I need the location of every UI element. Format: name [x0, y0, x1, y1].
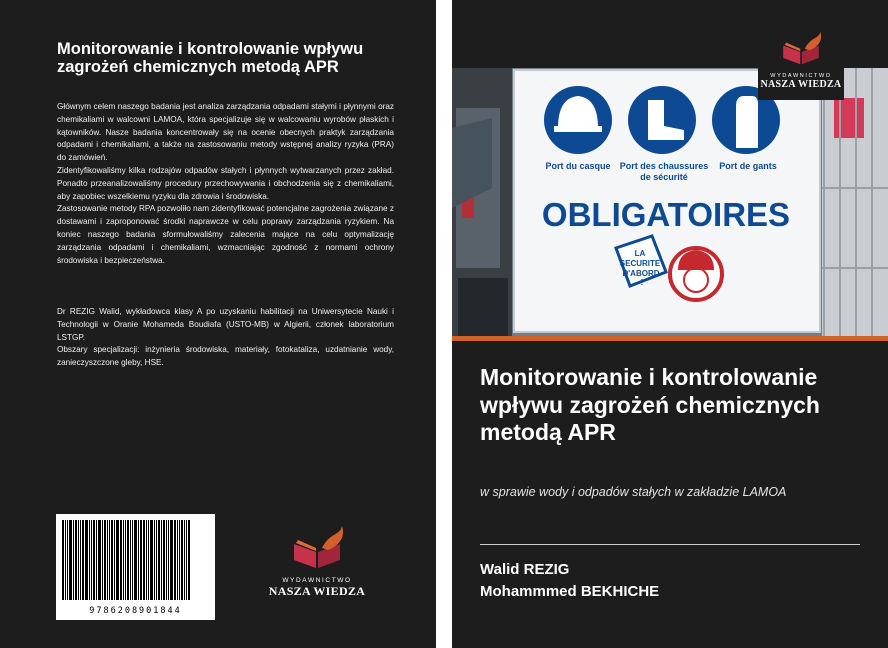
barcode-bar: [111, 520, 113, 600]
badge-line: D'ABORD: [622, 269, 660, 278]
book-flame-icon: [282, 522, 352, 572]
barcode-bar: [82, 520, 84, 600]
barcode-bar: [140, 520, 142, 600]
barcode-bar: [148, 520, 149, 600]
barcode-bar: [156, 520, 157, 600]
barcode-bar: [62, 520, 64, 600]
sign-label-shoes-line2: de sécurité: [640, 172, 688, 182]
barcode-bar: [186, 520, 187, 600]
barcode-bar: [158, 520, 160, 600]
sign-label-gloves: Port de gants: [719, 161, 777, 171]
barcode-bar: [132, 520, 133, 600]
barcode-bar: [96, 520, 97, 600]
author-bio: [57, 306, 394, 370]
front-cover-subtitle: w sprawie wody i odpadów stałych w zakładzie LAMOA: [480, 485, 787, 499]
barcode-bar: [85, 520, 88, 600]
badge-line: !: [640, 278, 644, 287]
barcode-bar: [109, 520, 110, 600]
author-bio-paragraph: Dr REZIG Walid, wykładowca klasy A po uzyskaniu habilitacji na Uniwersytecie Nauki i Technologii w Oranie Mohameda Boudiafa (USTO-MB) w Algierii, członek laboratorium LSTGP.: [57, 307, 394, 342]
barcode-bar: [107, 520, 108, 600]
barcode-bar: [125, 520, 126, 600]
barcode-bar: [184, 520, 185, 600]
back-cover-title: Monitorowanie i kontrolowanie wpływu zagrożeń chemicznych metodą APR: [57, 40, 364, 76]
barcode-bar: [179, 520, 180, 600]
badge-line: LA: [634, 249, 646, 258]
publisher-name: NASZA WIEDZA: [760, 79, 842, 90]
barcode-bar: [89, 520, 90, 600]
barcode-bar: [170, 520, 173, 600]
barcode-bar: [150, 520, 153, 600]
barcode-bar: [102, 520, 103, 600]
description-paragraph: Zidentyfikowaliśmy kilka rodzajów odpadów stałych i płynnych wytwarzanych przez zakład. Ponadto przeanalizowaliśmy procedury przechowywania i obchodzenia się z chemikaliami, aby zapobiec wszelkiemu ryzyku dla zdrowia i środowiska.: [57, 165, 394, 201]
barcode-bar: [143, 520, 145, 600]
barcode-bar: [67, 520, 68, 600]
barcode-bar: [163, 520, 165, 600]
barcode-bar: [127, 520, 129, 600]
barcode-bar: [181, 520, 183, 600]
barcode-bar: [73, 520, 74, 600]
barcode-bar: [174, 520, 176, 600]
barcode-bar: [177, 520, 178, 600]
sign-label-shoes: Port des chaussures: [619, 161, 709, 171]
barcode-bar: [168, 520, 169, 600]
sign-label-helmet: Port du casque: [545, 161, 611, 171]
publisher-name: NASZA WIEDZA: [268, 584, 366, 598]
barcode: [56, 514, 215, 620]
barcode-bar: [130, 520, 131, 600]
book-flame-icon: [774, 28, 828, 68]
barcode-bar: [166, 520, 167, 600]
badge-line: SECURITE: [619, 259, 661, 268]
sign-headline: OBLIGATOIRES: [541, 196, 791, 233]
barcode-bar: [93, 520, 95, 600]
divider: [480, 544, 860, 545]
author-name: Mohammmed BEKHICHE: [480, 583, 660, 600]
front-cover: [452, 0, 888, 648]
barcode-bar: [123, 520, 124, 600]
barcode-bar: [154, 520, 155, 600]
barcode-bar: [188, 520, 190, 600]
author-bio-paragraph: Obszary specjalizacji: inżynieria środowiska, materiały, fotokataliza, uzdatnianie wody, zanieczyszczone gleby, HSE.: [57, 345, 394, 368]
description-paragraph: Zastosowanie metody RPA pozwoliło nam zidentyfikować potencjalne zagrożenia związane z dostawami i zaproponować środki naprawcze w celu poprawy zarządzania ryzykiem. Na koniec naszego badania sformułowaliśmy zalecenia mające na celu optymalizację zarządzania odpadami i chemikaliami, wzmacniając zgodność z normami ochrony środowiska i bezpieczeństwa.: [57, 204, 394, 265]
publisher-tagline: WYDAWNICTWO: [770, 73, 832, 79]
barcode-bar: [98, 520, 101, 600]
barcode-bar: [91, 520, 92, 600]
barcode-bar: [65, 520, 66, 600]
barcode-bars: [62, 520, 209, 600]
accent-stripe: [452, 336, 888, 341]
author-name: Walid REZIG: [480, 561, 570, 578]
publisher-logo-back: [262, 522, 372, 599]
barcode-bar: [69, 520, 72, 600]
isbn-number: 9786208901844: [89, 606, 182, 616]
barcode-bar: [146, 520, 147, 600]
barcode-bar: [138, 520, 139, 600]
barcode-bar: [80, 520, 81, 600]
publisher-logo-front: [758, 24, 844, 100]
front-cover-title: Monitorowanie i kontrolowanie wpływu zagrożeń chemicznych metodą APR: [480, 364, 820, 445]
spine: [436, 0, 452, 648]
back-cover-description: [57, 101, 394, 267]
publisher-tagline: WYDAWNICTWO: [282, 577, 352, 584]
barcode-bar: [75, 520, 77, 600]
barcode-bar: [114, 520, 115, 600]
description-paragraph: Głównym celem naszego badania jest analiza zarządzania odpadami stałymi i płynnymi oraz chemikaliami w walcowni LAMOA, która specjalizuje się w walcowaniu wyrobów płaskich i kątowników. Nasze badania koncentrowały się na ocenie obecnych praktyk zarządzania odpadami i chemikaliami, a także na zastosowaniu metody wstępnej analizy ryzyka (PRA) do zamówień.: [57, 102, 394, 163]
barcode-bar: [120, 520, 122, 600]
barcode-bar: [104, 520, 106, 600]
barcode-bar: [134, 520, 137, 600]
barcode-bar: [78, 520, 79, 600]
back-cover: [0, 0, 436, 648]
barcode-bar: [116, 520, 119, 600]
cover-photo-safety-sign: [452, 68, 888, 336]
safety-sign-illustration: [452, 68, 888, 336]
barcode-bar: [161, 520, 162, 600]
